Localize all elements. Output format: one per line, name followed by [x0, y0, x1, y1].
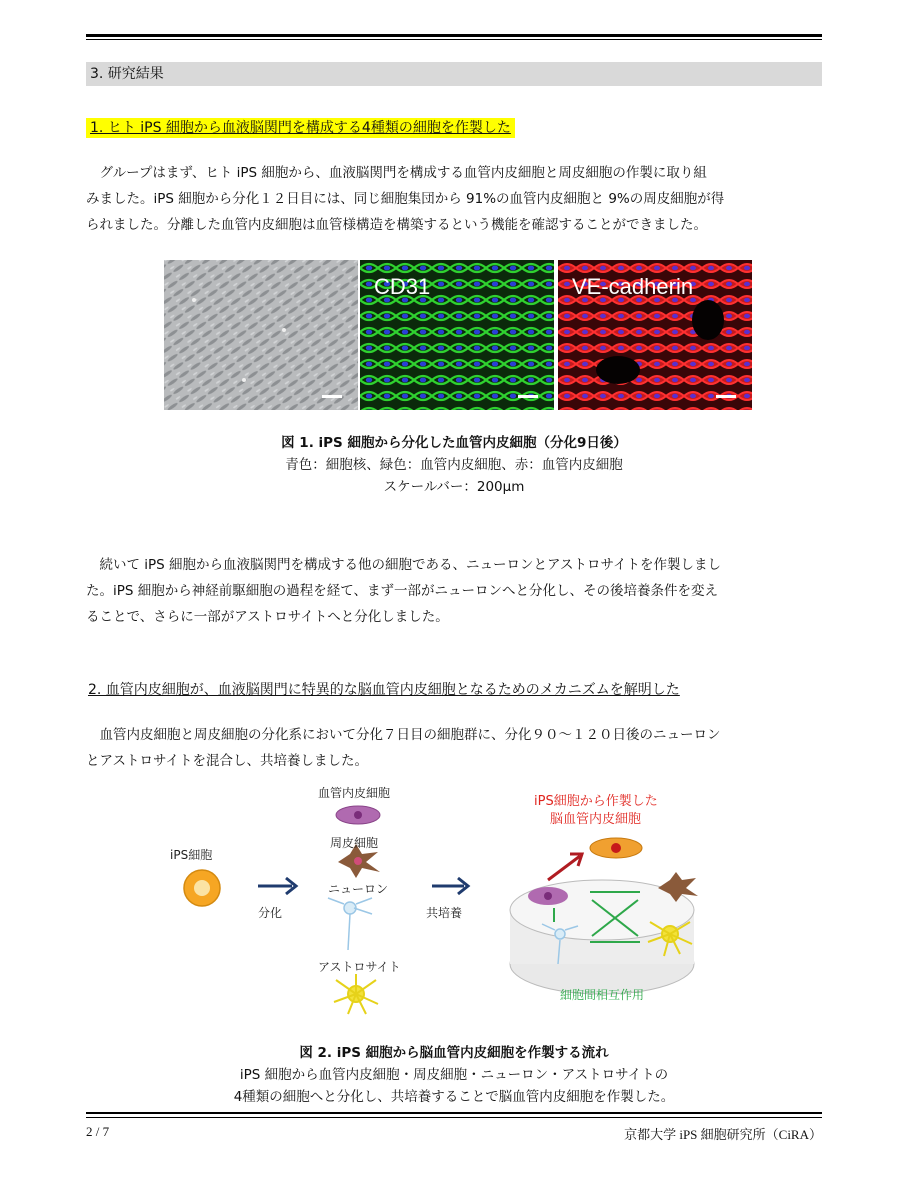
figure1-caption-title: 図 1. iPS 細胞から分化した血管内皮細胞（分化9日後） — [281, 435, 627, 451]
figure1-panel-phase — [164, 260, 358, 410]
paragraph-line: 血管内皮細胞と周皮細胞の分化系において分化７日目の細胞群に、分化９０～１２０日後のニューロン — [86, 727, 721, 743]
section-title-text: 3. 研究結果 — [90, 66, 164, 82]
footer-rule — [86, 1112, 822, 1114]
neuron-label: ニューロン — [328, 882, 389, 896]
scale-bar — [322, 395, 342, 398]
figure2-caption — [86, 1042, 822, 1108]
panel-label-vecadherin: VE-cadherin — [572, 274, 694, 299]
figure2-graphics — [150, 780, 750, 1020]
paragraph-line: 続いて iPS 細胞から血液脳関門を構成する他の細胞である、ニューロンとアストロサイトを作製しまし — [86, 557, 722, 573]
paragraph-2 — [86, 552, 822, 630]
scale-bar — [716, 395, 736, 398]
endothelial-cell-label: 血管内皮細胞 — [318, 786, 391, 800]
astrocyte-icon — [334, 974, 378, 1014]
organization-name: 京都大学 iPS 細胞研究所（CiRA） — [624, 1127, 822, 1142]
coculture-label: 共培養 — [426, 906, 463, 920]
result-label-line1: iPS細胞から作製した — [534, 794, 658, 809]
paragraph-line: ることで、さらに一部がアストロサイトへと分化しました。 — [86, 609, 449, 625]
interaction-label: 細胞間相互作用 — [560, 988, 645, 1002]
footer-rule-thin — [86, 1117, 822, 1118]
differentiation-label: 分化 — [258, 906, 283, 920]
paragraph-3 — [86, 722, 822, 774]
paragraph-line: た。iPS 細胞から神経前駆細胞の過程を経て、まず一部がニューロンへと分化し、その後培養条件を変え — [86, 583, 718, 599]
paragraph-line: とアストロサイトを混合し、共培養しました。 — [86, 753, 369, 769]
subsection-heading-2: 2. 血管内皮細胞が、血液脳関門に特異的な脳血管内皮細胞となるためのメカニズムを解明した — [88, 682, 680, 698]
page-number: 2 / 7 — [86, 1124, 110, 1139]
figure2-caption-line: 4種類の細胞へと分化し、共培養することで脳血管内皮細胞を作製した。 — [233, 1089, 675, 1105]
scale-bar — [518, 395, 538, 398]
section-title — [86, 62, 822, 86]
figure1-panel-vecadherin — [558, 260, 752, 410]
figure1-caption — [86, 432, 822, 498]
figure2-caption-title: 図 2. iPS 細胞から脳血管内皮細胞を作製する流れ — [299, 1045, 609, 1061]
ips-nucleus-icon — [194, 880, 210, 896]
figure1-caption-line: スケールバー：200μm — [383, 479, 525, 495]
header-rule — [86, 34, 822, 37]
figure2-caption-line: iPS 細胞から血管内皮細胞・周皮細胞・ニューロン・アストロサイトの — [239, 1067, 669, 1083]
figure2-diagram — [150, 780, 750, 1020]
result-label-line2: 脳血管内皮細胞 — [550, 812, 642, 827]
pericyte-label: 周皮細胞 — [330, 836, 379, 850]
astrocyte-label: アストロサイト — [318, 960, 401, 974]
header-rule-thin — [86, 39, 822, 40]
figure1-caption-line: 青色：細胞核、緑色：血管内皮細胞、赤：血管内皮細胞 — [285, 457, 623, 473]
neuron-icon — [328, 898, 372, 950]
subsection-heading-1: 1. ヒト iPS 細胞から血液脳関門を構成する4種類の細胞を作製した — [86, 118, 515, 138]
paragraph-line: みました。iPS 細胞から分化１２日目には、同じ細胞集団から 91%の血管内皮細胞と 9%の周皮細胞が得 — [86, 191, 725, 207]
panel-label-cd31: CD31 — [374, 274, 431, 299]
paragraph-line: グループはまず、ヒト iPS 細胞から、血液脳関門を構成する血管内皮細胞と周皮細胞の作製に取り組 — [86, 165, 707, 181]
paragraph-line: られました。分離した血管内皮細胞は血管様構造を構築するという機能を確認することができました。 — [86, 217, 707, 233]
figure1-panel-cd31 — [360, 260, 554, 410]
ips-cell-label: iPS細胞 — [170, 848, 213, 862]
paragraph-1 — [86, 160, 822, 238]
result-arrow-icon — [548, 856, 580, 880]
phase-contrast-image — [164, 260, 358, 410]
